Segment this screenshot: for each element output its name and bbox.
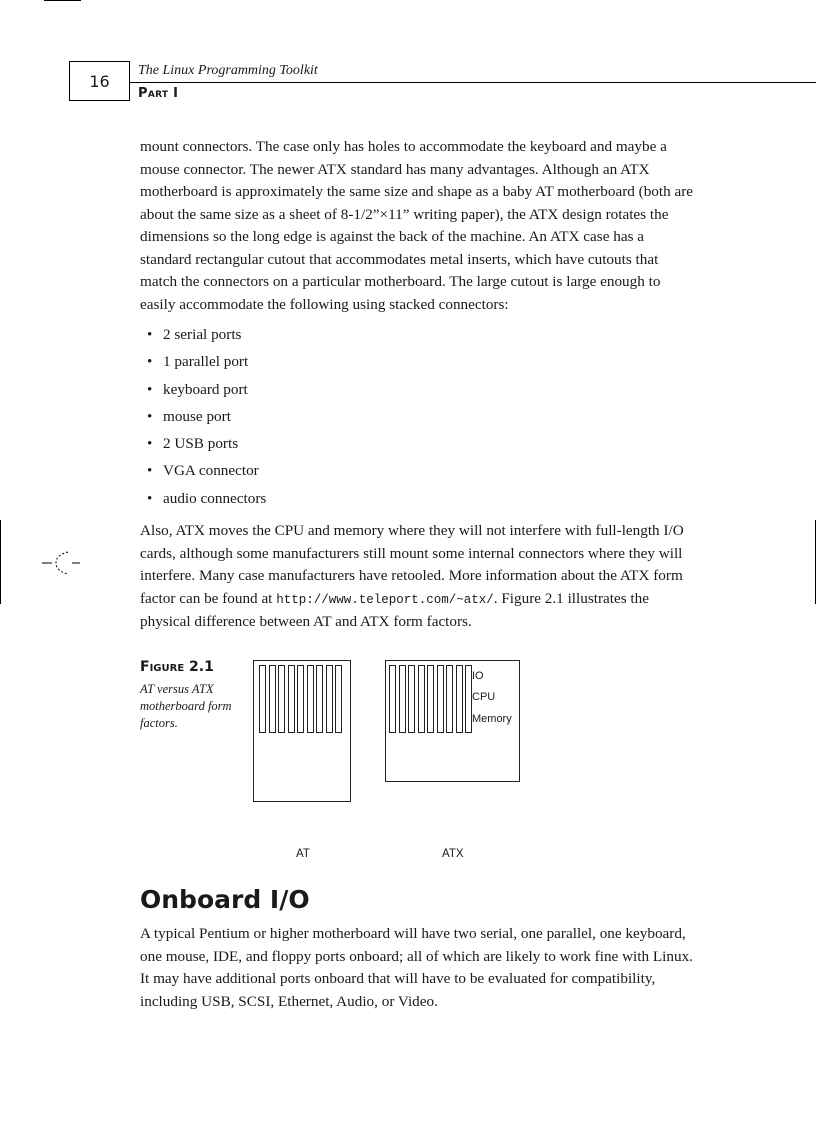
crop-mark-icon: [42, 549, 82, 577]
section-heading: Onboard I/O: [140, 885, 310, 914]
list-item: • 1 parallel port: [147, 353, 249, 371]
list-item: • 2 USB ports: [147, 435, 239, 453]
margin-mark-left: [0, 520, 1, 604]
atx-url: http://www.teleport.com/~atx/: [276, 592, 494, 607]
running-header-title: The Linux Programming Toolkit: [138, 63, 318, 78]
atx-io-label: IO: [472, 670, 484, 682]
figure-label: Figure 2.1: [140, 659, 214, 675]
at-motherboard-diagram: [253, 660, 351, 802]
page-number: 16: [69, 61, 130, 101]
atx-cpu-label: CPU: [472, 691, 496, 703]
list-item: • VGA connector: [147, 462, 259, 480]
atx-memory-label: Memory: [472, 713, 512, 725]
paragraph-atx-layout: Also, ATX moves the CPU and memory where they will not interfere with full-length I/O cards, although some manufacturers still mount some internal connectors where they will interfere. Many case manufacturers have retooled. More information about the ATX form factor can be found at http://www.teleport.com/~atx/. Figure 2.1 illustrates the physical difference between AT and ATX form factors.: [140, 522, 684, 630]
running-header-part: Part I: [138, 86, 179, 101]
header-rule: [130, 82, 816, 83]
at-label: AT: [296, 848, 310, 860]
atx-expansion-slots: [389, 665, 475, 733]
atx-label: ATX: [442, 848, 464, 860]
paragraph-onboard-io: A typical Pentium or higher motherboard will have two serial, one parallel, one keyboard, one mouse, IDE, and floppy ports onboard; all of which are likely to work fine with Linux. It may have additional ports onboard that will have to be evaluated for compatibility, including USB, SCSI, Ethernet, Audio, or Video.: [140, 925, 693, 1010]
list-item: • audio connectors: [147, 489, 267, 507]
figure-caption: AT versus ATX motherboard form factors.: [140, 682, 232, 730]
paragraph-atx-intro: mount connectors. The case only has holes to accommodate the keyboard and maybe a mouse connector. The newer ATX standard has many advantages. Although an ATX motherboard is approximately the same size and shape as a baby AT motherboard (both are about the same size as a sheet of 8-1/2”×11” writing paper), the ATX design rotates the dimensions so the long edge is against the back of the machine. An ATX case has a standard rectangular cutout that accommodates metal inserts, which have cutouts that match the connectors on a particular motherboard. The large cutout is large enough to easily accommodate the following using stacked connectors:: [140, 138, 694, 313]
list-item: • keyboard port: [147, 380, 248, 398]
top-rule: [44, 0, 81, 1]
at-expansion-slots: [259, 665, 345, 733]
list-item: • 2 serial ports: [147, 326, 242, 343]
list-item: • mouse port: [147, 407, 231, 425]
connector-list: [147, 324, 266, 515]
atx-motherboard-diagram: [385, 660, 520, 782]
